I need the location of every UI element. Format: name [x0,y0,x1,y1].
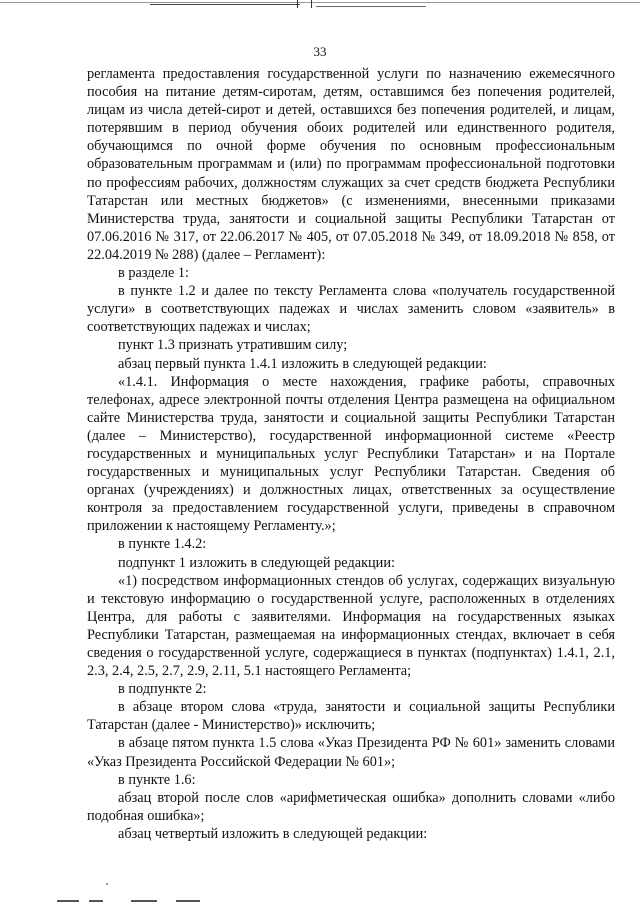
scan-speck [106,883,108,885]
paragraph: в абзаце втором слова «труда, занятости и социальной защиты Республики Татарстан (далее - Министерство)» исключить; [87,699,615,734]
paragraph: «1.4.1. Информация о месте нахождения, графике работы, справочных телефонах, адресе электронной почты отделения Центра размещена на официальном сайте Министерства труда, занятости и социальной защиты Республики Татарстан (далее – Министерство), государственной информационной системе «Реестр государственных и муниципальных услуг Республики Татарстан» и на Портале государственных и муниципальных услуг Республики Татарстан. Сведения об органах (учреждениях) и должностных лицах, ответственных за осуществление контроля за предоставлением государственной услуги, приведены в справочном приложении к настоящему Регламенту.»; [87,373,615,535]
document-body [87,65,615,843]
page-number: 33 [313,44,327,59]
paragraph: абзац второй после слов «арифметическая ошибка» дополнить словами «либо подобная ошибка»; [87,789,615,824]
paragraph: подпункт 1 изложить в следующей редакции: [118,554,395,571]
paragraph: в разделе 1: [118,265,190,282]
paragraph: абзац первый пункта 1.4.1 изложить в следующей редакции: [118,355,487,372]
paragraph: абзац четвертый изложить в следующей редакции: [118,825,428,842]
paragraph: в абзаце пятом пункта 1.5 слова «Указ Президента РФ № 601» заменить словами «Указ Президента Российской Федерации № 601»; [87,735,615,770]
paragraph: в подпункте 2: [118,681,207,698]
paragraph: в пункте 1.4.2: [118,536,207,553]
paragraph: «1) посредством информационных стендов об услугах, содержащих визуальную и текстовую информацию о государственной услуге, расположенных в отделениях Центра, для работы с заявителями. Информация на государственных языках Республики Татарстан, размещаемая на информационных стендах, включает в себя сведения о государственной услуге, содержащиеся в пунктах (подпунктах) 1.4.1, 2.1, 2.3, 2.4, 2.5, 2.7, 2.9, 2.11, 5.1 настоящего Регламента; [87,572,615,680]
scan-top-edge [0,0,640,14]
paragraph: в пункте 1.6: [118,771,196,788]
paragraph: в пункте 1.2 и далее по тексту Регламента слова «получатель государственной услуги» в соответствующих падежах и числах заменить словом «заявитель» в соответствующих падежах и числах; [87,283,615,336]
paragraph: регламента предоставления государственной услуги по назначению ежемесячного пособия на питание детям-сиротам, детям, оставшимся без попечения родителей, лицам из числа детей-сирот и детей, оставшихся без попечения родителей, и лицам, потерявшим в период обучения обоих родителей или единственного родителя, обучающимся по очной форме обучения по основным профессиональным образовательным программам и (или) по программам профессиональной подготовки по профессиям рабочих, должностям служащих за счет средств бюджета Республики Татарстан или местных бюджетов» (с изменениями, внесенными приказами Министерства труда, занятости и социальной защиты Республики Татарстан от 07.06.2016 № 317, от 22.06.2017 № 405, от 07.05.2018 № 349, от 18.09.2018 № 858, от 22.04.2019 № 288) (далее – Регламент): [87,66,615,263]
scan-bottom-edge [0,896,640,905]
paragraph: пункт 1.3 признать утратившим силу; [118,337,348,354]
